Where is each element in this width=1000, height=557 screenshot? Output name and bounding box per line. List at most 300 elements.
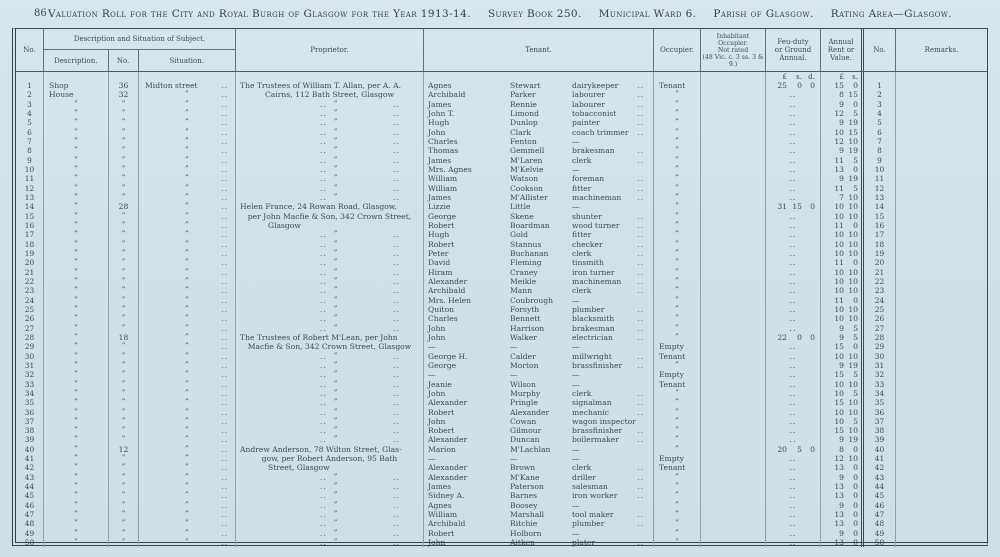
cell-inhabitant-occupier bbox=[701, 473, 766, 482]
cell-street-number: ” bbox=[109, 417, 139, 426]
cell-proprietor: .. ” .. bbox=[236, 193, 424, 202]
cell-no: 45 bbox=[16, 491, 44, 500]
cell-inhabitant-occupier bbox=[701, 324, 766, 333]
cell-row-number: 39 bbox=[864, 435, 896, 444]
cell-occupier: ” bbox=[654, 137, 701, 146]
inhab-line3: (48 Vic. c. 3 ss. 3 & 9.) bbox=[702, 53, 764, 68]
cell-description: ” bbox=[44, 361, 109, 370]
cell-no: 40 bbox=[16, 445, 44, 454]
cell-situation: ” .. bbox=[139, 240, 236, 249]
cell-street-number: ” bbox=[109, 473, 139, 482]
table-row bbox=[16, 230, 987, 239]
cell-situation: ” .. bbox=[139, 407, 236, 416]
cell-description: ” bbox=[44, 118, 109, 127]
cell-feu-duty: .. bbox=[766, 212, 821, 221]
cell-row-number: 8 bbox=[864, 146, 896, 155]
cell-annual-rent: 10 10 bbox=[821, 314, 864, 323]
table-row bbox=[16, 193, 987, 202]
cell-proprietor: .. ” .. bbox=[236, 109, 424, 118]
cell-street-number: ” bbox=[109, 109, 139, 118]
cell-occupier: ” bbox=[654, 277, 701, 286]
table-row bbox=[16, 268, 987, 277]
cell-remarks bbox=[896, 128, 987, 137]
cell-occupier: ” bbox=[654, 165, 701, 174]
cell-inhabitant-occupier bbox=[701, 128, 766, 137]
cell-proprietor: .. ” .. bbox=[236, 184, 424, 193]
cell-situation: ” .. bbox=[139, 389, 236, 398]
cell-situation: ” .. bbox=[139, 473, 236, 482]
cell-street-number: ” bbox=[109, 361, 139, 370]
cell-remarks bbox=[896, 314, 987, 323]
cell-street-number: ” bbox=[109, 286, 139, 295]
cell-occupier: ” bbox=[654, 529, 701, 538]
cell-proprietor: Andrew Anderson, 78 Wilton Street, Glas- bbox=[236, 445, 424, 454]
cell-situation: ” .. bbox=[139, 324, 236, 333]
cell-no: 30 bbox=[16, 352, 44, 361]
cell-occupier: ” bbox=[654, 100, 701, 109]
cell-row-number: 33 bbox=[864, 380, 896, 389]
cell-remarks bbox=[896, 221, 987, 230]
cell-description: ” bbox=[44, 305, 109, 314]
cell-inhabitant-occupier bbox=[701, 212, 766, 221]
cell-remarks bbox=[896, 202, 987, 211]
cell-situation: ” .. bbox=[139, 258, 236, 267]
cell-remarks bbox=[896, 538, 987, 547]
cell-annual-rent: 9 0 bbox=[821, 473, 864, 482]
cell-description: ” bbox=[44, 529, 109, 538]
cell-situation: ” .. bbox=[139, 286, 236, 295]
cell-annual-rent: 12 5 bbox=[821, 109, 864, 118]
cell-inhabitant-occupier bbox=[701, 258, 766, 267]
cell-inhabitant-occupier bbox=[701, 286, 766, 295]
cell-inhabitant-occupier bbox=[701, 510, 766, 519]
col-feu-duty bbox=[766, 29, 821, 71]
cell-description: ” bbox=[44, 258, 109, 267]
cell-street-number: ” bbox=[109, 398, 139, 407]
cell-feu-duty: 20 5 0 bbox=[766, 445, 821, 454]
cell-remarks bbox=[896, 174, 987, 183]
cell-feu-duty: .. bbox=[766, 473, 821, 482]
cell-street-number: ” bbox=[109, 324, 139, 333]
cell-annual-rent: 11 5 bbox=[821, 184, 864, 193]
cell-situation: ” .. bbox=[139, 221, 236, 230]
cell-inhabitant-occupier bbox=[701, 268, 766, 277]
cell-no: 6 bbox=[16, 128, 44, 137]
cell-row-number: 22 bbox=[864, 277, 896, 286]
cell-description: ” bbox=[44, 146, 109, 155]
cell-proprietor: .. ” .. bbox=[236, 407, 424, 416]
cell-proprietor: .. ” .. bbox=[236, 398, 424, 407]
cell-row-number: 17 bbox=[864, 230, 896, 239]
table-row bbox=[16, 296, 987, 305]
cell-proprietor: .. ” .. bbox=[236, 174, 424, 183]
cell-row-number: 40 bbox=[864, 445, 896, 454]
cell-feu-duty: .. bbox=[766, 128, 821, 137]
table-row bbox=[16, 435, 987, 444]
cell-inhabitant-occupier bbox=[701, 333, 766, 342]
cell-proprietor: Cairns, 112 Bath Street, Glasgow bbox=[236, 90, 424, 99]
cell-feu-duty: .. bbox=[766, 529, 821, 538]
cell-feu-duty: .. bbox=[766, 352, 821, 361]
cell-occupier: ” bbox=[654, 361, 701, 370]
cell-remarks bbox=[896, 473, 987, 482]
cell-street-number: 28 bbox=[109, 202, 139, 211]
cell-description: Shop bbox=[44, 81, 109, 90]
cell-description: ” bbox=[44, 519, 109, 528]
cell-inhabitant-occupier bbox=[701, 380, 766, 389]
cell-remarks bbox=[896, 286, 987, 295]
cell-proprietor: .. ” .. bbox=[236, 156, 424, 165]
cell-tenant: Robert Alexander mechanic .. bbox=[424, 407, 654, 416]
cell-annual-rent: 13 0 bbox=[821, 463, 864, 472]
units-spacer bbox=[16, 72, 44, 81]
cell-inhabitant-occupier bbox=[701, 389, 766, 398]
cell-description: ” bbox=[44, 174, 109, 183]
cell-no: 28 bbox=[16, 333, 44, 342]
cell-tenant: — — — bbox=[424, 454, 654, 463]
cell-proprietor: .. ” .. bbox=[236, 473, 424, 482]
cell-no: 20 bbox=[16, 258, 44, 267]
cell-annual-rent: 12 10 bbox=[821, 454, 864, 463]
cell-tenant: Alexander Brown clerk .. bbox=[424, 463, 654, 472]
cell-remarks bbox=[896, 380, 987, 389]
cell-no: 33 bbox=[16, 380, 44, 389]
cell-no: 35 bbox=[16, 398, 44, 407]
cell-feu-duty: .. bbox=[766, 174, 821, 183]
cell-row-number: 42 bbox=[864, 463, 896, 472]
cell-inhabitant-occupier bbox=[701, 426, 766, 435]
cell-inhabitant-occupier bbox=[701, 417, 766, 426]
cell-occupier: ” bbox=[654, 491, 701, 500]
cell-tenant: Archibald Mann clerk .. bbox=[424, 286, 654, 295]
cell-description: ” bbox=[44, 491, 109, 500]
cell-description: ” bbox=[44, 435, 109, 444]
cell-tenant: Charles Bennett blacksmith .. bbox=[424, 314, 654, 323]
col-tenant: Tenant. bbox=[424, 29, 654, 71]
col-no: No. bbox=[16, 29, 44, 71]
cell-row-number: 10 bbox=[864, 165, 896, 174]
cell-occupier: ” bbox=[654, 202, 701, 211]
cell-proprietor: .. ” .. bbox=[236, 426, 424, 435]
cell-street-number: ” bbox=[109, 193, 139, 202]
table-row bbox=[16, 482, 987, 491]
cell-occupier: ” bbox=[654, 538, 701, 547]
cell-occupier: Tenant bbox=[654, 81, 701, 90]
table-row bbox=[16, 128, 987, 137]
cell-feu-duty: .. bbox=[766, 118, 821, 127]
cell-no: 24 bbox=[16, 296, 44, 305]
cell-annual-rent: 7 10 bbox=[821, 193, 864, 202]
cell-tenant: James M'Laren clerk .. bbox=[424, 156, 654, 165]
col-inhabitant-occupier bbox=[701, 29, 766, 71]
cell-occupier: ” bbox=[654, 333, 701, 342]
cell-remarks bbox=[896, 249, 987, 258]
cell-annual-rent: 11 5 bbox=[821, 156, 864, 165]
cell-street-number: ” bbox=[109, 510, 139, 519]
cell-remarks bbox=[896, 81, 987, 90]
cell-street-number: ” bbox=[109, 426, 139, 435]
cell-feu-duty: .. bbox=[766, 519, 821, 528]
cell-street-number: ” bbox=[109, 249, 139, 258]
cell-street-number: ” bbox=[109, 519, 139, 528]
cell-remarks bbox=[896, 370, 987, 379]
cell-inhabitant-occupier bbox=[701, 193, 766, 202]
cell-annual-rent: 10 10 bbox=[821, 230, 864, 239]
cell-feu-duty: .. bbox=[766, 435, 821, 444]
cell-description: ” bbox=[44, 296, 109, 305]
cell-feu-duty: .. bbox=[766, 407, 821, 416]
cell-occupier: ” bbox=[654, 510, 701, 519]
cell-proprietor: .. ” .. bbox=[236, 240, 424, 249]
cell-feu-duty: .. bbox=[766, 90, 821, 99]
table-row bbox=[16, 184, 987, 193]
col-situation: Situation. bbox=[169, 56, 204, 65]
cell-occupier: ” bbox=[654, 519, 701, 528]
cell-row-number: 23 bbox=[864, 286, 896, 295]
cell-street-number: ” bbox=[109, 137, 139, 146]
cell-no: 32 bbox=[16, 370, 44, 379]
cell-remarks bbox=[896, 435, 987, 444]
cell-situation: ” .. bbox=[139, 538, 236, 547]
cell-street-number: ” bbox=[109, 491, 139, 500]
cell-row-number: 6 bbox=[864, 128, 896, 137]
table-row bbox=[16, 324, 987, 333]
cell-remarks bbox=[896, 342, 987, 351]
cell-situation: ” .. bbox=[139, 352, 236, 361]
cell-no: 26 bbox=[16, 314, 44, 323]
table-row bbox=[16, 156, 987, 165]
cell-situation: ” .. bbox=[139, 174, 236, 183]
table-row bbox=[16, 212, 987, 221]
cell-inhabitant-occupier bbox=[701, 137, 766, 146]
cell-no: 34 bbox=[16, 389, 44, 398]
cell-feu-duty: .. bbox=[766, 314, 821, 323]
cell-proprietor: .. ” .. bbox=[236, 538, 424, 547]
cell-description: ” bbox=[44, 454, 109, 463]
cell-description: ” bbox=[44, 184, 109, 193]
cell-situation: ” .. bbox=[139, 454, 236, 463]
cell-street-number: ” bbox=[109, 389, 139, 398]
cell-street-number: ” bbox=[109, 501, 139, 510]
table-row bbox=[16, 538, 987, 547]
cell-remarks bbox=[896, 90, 987, 99]
cell-proprietor: .. ” .. bbox=[236, 137, 424, 146]
cell-no: 19 bbox=[16, 249, 44, 258]
cell-feu-duty: .. bbox=[766, 426, 821, 435]
cell-remarks bbox=[896, 268, 987, 277]
cell-situation: ” .. bbox=[139, 435, 236, 444]
cell-tenant: Quiton Forsyth plumber .. bbox=[424, 305, 654, 314]
cell-tenant: William Cookson fitter .. bbox=[424, 184, 654, 193]
cell-proprietor: The Trustees of Robert M'Lean, per John bbox=[236, 333, 424, 342]
cell-no: 44 bbox=[16, 482, 44, 491]
cell-annual-rent: 11 0 bbox=[821, 258, 864, 267]
table-row bbox=[16, 137, 987, 146]
cell-row-number: 49 bbox=[864, 529, 896, 538]
cell-remarks bbox=[896, 156, 987, 165]
cell-street-number: ” bbox=[109, 342, 139, 351]
cell-remarks bbox=[896, 529, 987, 538]
cell-proprietor: Macfie & Son, 342 Crown Street, Glasgow bbox=[236, 342, 424, 351]
cell-inhabitant-occupier bbox=[701, 342, 766, 351]
cell-remarks bbox=[896, 389, 987, 398]
cell-row-number: 48 bbox=[864, 519, 896, 528]
rent-units: £ s. bbox=[821, 72, 864, 81]
cell-situation: ” .. bbox=[139, 361, 236, 370]
cell-annual-rent: 11 0 bbox=[821, 221, 864, 230]
cell-annual-rent: 15 0 bbox=[821, 342, 864, 351]
cell-street-number: ” bbox=[109, 230, 139, 239]
cell-row-number: 14 bbox=[864, 202, 896, 211]
cell-feu-duty: .. bbox=[766, 268, 821, 277]
cell-proprietor: .. ” .. bbox=[236, 389, 424, 398]
cell-annual-rent: 13 0 bbox=[821, 482, 864, 491]
cell-annual-rent: 10 5 bbox=[821, 389, 864, 398]
cell-situation: ” .. bbox=[139, 380, 236, 389]
cell-annual-rent: 15 0 bbox=[821, 81, 864, 90]
cell-annual-rent: 10 10 bbox=[821, 240, 864, 249]
cell-annual-rent: 10 10 bbox=[821, 407, 864, 416]
inhab-line1: Inhabitant Occupier. bbox=[716, 32, 750, 47]
feu-units: £ s. d. bbox=[766, 72, 821, 81]
table-row bbox=[16, 221, 987, 230]
cell-inhabitant-occupier bbox=[701, 240, 766, 249]
cell-street-number: ” bbox=[109, 352, 139, 361]
title-parish: Parish of Glasgow. bbox=[713, 8, 814, 20]
cell-remarks bbox=[896, 463, 987, 472]
cell-street-number: 18 bbox=[109, 333, 139, 342]
cell-occupier: ” bbox=[654, 314, 701, 323]
cell-annual-rent: 13 0 bbox=[821, 538, 864, 547]
cell-annual-rent: 9 5 bbox=[821, 324, 864, 333]
cell-occupier: ” bbox=[654, 193, 701, 202]
cell-street-number: ” bbox=[109, 314, 139, 323]
cell-occupier: Tenant bbox=[654, 380, 701, 389]
cell-feu-duty: .. bbox=[766, 296, 821, 305]
cell-feu-duty: .. bbox=[766, 109, 821, 118]
cell-annual-rent: 13 0 bbox=[821, 491, 864, 500]
table-row bbox=[16, 100, 987, 109]
table-row bbox=[16, 202, 987, 211]
cell-occupier: ” bbox=[654, 398, 701, 407]
cell-annual-rent: 15 10 bbox=[821, 426, 864, 435]
cell-row-number: 37 bbox=[864, 417, 896, 426]
cell-occupier: ” bbox=[654, 249, 701, 258]
cell-occupier: ” bbox=[654, 156, 701, 165]
cell-row-number: 21 bbox=[864, 268, 896, 277]
cell-situation: Midton street .. bbox=[139, 81, 236, 90]
cell-no: 9 bbox=[16, 156, 44, 165]
cell-annual-rent: 15 10 bbox=[821, 398, 864, 407]
cell-description: ” bbox=[44, 165, 109, 174]
cell-situation: ” .. bbox=[139, 184, 236, 193]
cell-tenant: Robert Gilmour brassfinisher .. bbox=[424, 426, 654, 435]
cell-row-number: 13 bbox=[864, 193, 896, 202]
cell-feu-duty: .. bbox=[766, 258, 821, 267]
cell-situation: ” .. bbox=[139, 296, 236, 305]
cell-street-number: ” bbox=[109, 156, 139, 165]
cell-proprietor: Helen France, 24 Rowan Road, Glasgow, bbox=[236, 202, 424, 211]
cell-street-number: ” bbox=[109, 118, 139, 127]
cell-inhabitant-occupier bbox=[701, 445, 766, 454]
cell-no: 38 bbox=[16, 426, 44, 435]
units-row bbox=[16, 72, 987, 81]
table-row bbox=[16, 258, 987, 267]
title-survey-book: Survey Book 250. bbox=[487, 8, 582, 20]
cell-description: ” bbox=[44, 314, 109, 323]
cell-row-number: 46 bbox=[864, 501, 896, 510]
cell-row-number: 5 bbox=[864, 118, 896, 127]
cell-feu-duty: .. bbox=[766, 491, 821, 500]
cell-street-number: ” bbox=[109, 370, 139, 379]
cell-occupier: ” bbox=[654, 417, 701, 426]
page-number: 86 bbox=[34, 8, 47, 19]
cell-no: 36 bbox=[16, 407, 44, 416]
cell-tenant: William Watson foreman .. bbox=[424, 174, 654, 183]
cell-occupier: ” bbox=[654, 258, 701, 267]
cell-situation: ” .. bbox=[139, 529, 236, 538]
cell-no: 12 bbox=[16, 184, 44, 193]
cell-occupier: ” bbox=[654, 407, 701, 416]
cell-proprietor: .. ” .. bbox=[236, 324, 424, 333]
cell-feu-duty: .. bbox=[766, 249, 821, 258]
cell-proprietor: .. ” .. bbox=[236, 296, 424, 305]
cell-inhabitant-occupier bbox=[701, 482, 766, 491]
cell-situation: ” .. bbox=[139, 100, 236, 109]
table-row bbox=[16, 240, 987, 249]
cell-row-number: 29 bbox=[864, 342, 896, 351]
cell-proprietor: .. ” .. bbox=[236, 100, 424, 109]
cell-row-number: 35 bbox=[864, 398, 896, 407]
cell-occupier: Tenant bbox=[654, 352, 701, 361]
col-description: Description. bbox=[44, 50, 109, 71]
cell-annual-rent: 9 0 bbox=[821, 529, 864, 538]
table-row bbox=[16, 445, 987, 454]
cell-description: ” bbox=[44, 473, 109, 482]
cell-tenant: James Paterson salesman .. bbox=[424, 482, 654, 491]
cell-feu-duty: .. bbox=[766, 305, 821, 314]
cell-street-number: ” bbox=[109, 305, 139, 314]
cell-description: ” bbox=[44, 370, 109, 379]
cell-description: ” bbox=[44, 193, 109, 202]
col-annual-rent bbox=[821, 29, 864, 71]
cell-no: 23 bbox=[16, 286, 44, 295]
cell-description: ” bbox=[44, 482, 109, 491]
cell-feu-duty: .. bbox=[766, 538, 821, 547]
cell-annual-rent: 13 0 bbox=[821, 165, 864, 174]
cell-situation: ” .. bbox=[139, 118, 236, 127]
cell-no: 18 bbox=[16, 240, 44, 249]
cell-street-number: ” bbox=[109, 529, 139, 538]
cell-tenant: John Harrison brakesman .. bbox=[424, 324, 654, 333]
cell-feu-duty: .. bbox=[766, 193, 821, 202]
cell-annual-rent: 9 19 bbox=[821, 146, 864, 155]
cell-feu-duty: 25 0 0 bbox=[766, 81, 821, 90]
cell-annual-rent: 9 19 bbox=[821, 361, 864, 370]
cell-proprietor: .. ” .. bbox=[236, 482, 424, 491]
cell-tenant: Robert Boardman wood turner .. bbox=[424, 221, 654, 230]
cell-annual-rent: 9 0 bbox=[821, 501, 864, 510]
cell-feu-duty: .. bbox=[766, 454, 821, 463]
cell-annual-rent: 15 5 bbox=[821, 370, 864, 379]
cell-occupier: ” bbox=[654, 128, 701, 137]
cell-feu-duty: 31 15 0 bbox=[766, 202, 821, 211]
cell-proprietor: .. ” .. bbox=[236, 277, 424, 286]
cell-occupier: ” bbox=[654, 109, 701, 118]
cell-remarks bbox=[896, 510, 987, 519]
cell-proprietor: .. ” .. bbox=[236, 510, 424, 519]
cell-tenant: John T. Limond tobacconist .. bbox=[424, 109, 654, 118]
